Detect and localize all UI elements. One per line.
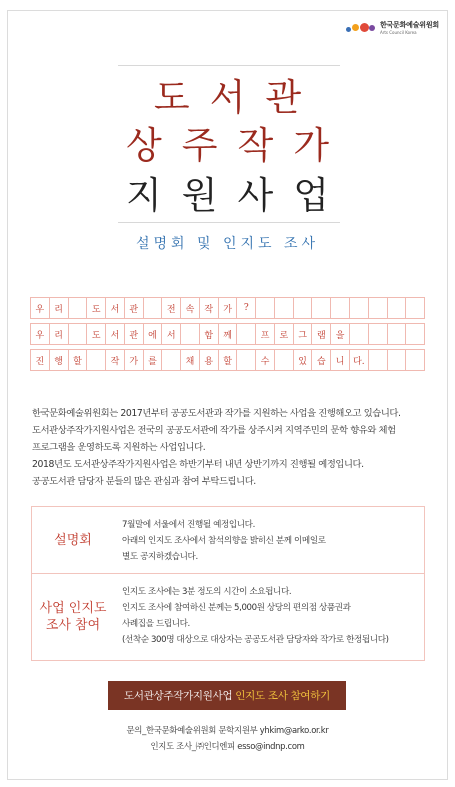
grid-cell: 램 bbox=[311, 324, 330, 344]
divider-top bbox=[118, 65, 340, 66]
grid-cell bbox=[274, 298, 293, 318]
grid-cell bbox=[293, 298, 312, 318]
grid-cell: 프 bbox=[255, 324, 274, 344]
grid-cell: 채 bbox=[180, 350, 199, 370]
grid-cell bbox=[236, 350, 255, 370]
intro-line: 공공도서관 담당자 분들의 많은 관심과 참여 부탁드립니다. bbox=[32, 476, 256, 487]
grid-cell: 를 bbox=[143, 350, 162, 370]
grid-cell bbox=[68, 324, 87, 344]
intro-line: 2018년도 도서관상주작가지원사업은 하반기부터 내년 상반기까지 진행될 예정입니다. bbox=[32, 459, 364, 470]
grid-cell: 우 bbox=[30, 298, 49, 318]
grid-cell bbox=[387, 298, 406, 318]
grid-cell: 도 bbox=[86, 298, 105, 318]
intro-text bbox=[32, 405, 427, 490]
grid-cell bbox=[405, 350, 425, 370]
logo-icon bbox=[346, 21, 376, 35]
grid-cell bbox=[86, 350, 105, 370]
grid-cell: 할 bbox=[68, 350, 87, 370]
grid-cell bbox=[236, 324, 255, 344]
grid-cell: 할 bbox=[218, 350, 237, 370]
grid-cell bbox=[274, 350, 293, 370]
grid-cell: 서 bbox=[105, 324, 124, 344]
grid-cell: 니 bbox=[330, 350, 349, 370]
survey-line: 사례집을 드립니다. bbox=[122, 619, 190, 629]
grid-cell: 습 bbox=[311, 350, 330, 370]
contact-line-1: 문의_한국문화예술위원회 문학지원부 yhkim@arko.or.kr bbox=[126, 725, 329, 735]
briefing-line: 아래의 인지도 조사에서 참석의향을 밝히신 분께 이메일로 bbox=[122, 536, 326, 546]
cta-main-text: 도서관상주작가지원사업 bbox=[124, 690, 233, 702]
briefing-line: 7월말에 서울에서 진행될 예정입니다. bbox=[122, 520, 255, 530]
grid-cell: 작 bbox=[199, 298, 218, 318]
grid-cell bbox=[68, 298, 87, 318]
grid-cell: 전 bbox=[161, 298, 180, 318]
grid-cell bbox=[311, 298, 330, 318]
cta-highlight-text: 인지도 조사 참여하기 bbox=[235, 690, 330, 702]
grid-cell: 리 bbox=[49, 324, 68, 344]
grid-cell: 서 bbox=[161, 324, 180, 344]
intro-line: 도서관상주작가지원사업은 전국의 공공도서관에 작가를 상주시켜 지역주민의 문학 향유와 체험 bbox=[32, 425, 396, 436]
grid-cell: 리 bbox=[49, 298, 68, 318]
grid-cell bbox=[368, 324, 387, 344]
logo bbox=[346, 21, 439, 35]
grid-cell: 가 bbox=[124, 350, 143, 370]
briefing-line: 별도 공지하겠습니다. bbox=[122, 552, 198, 562]
grid-cell: 수 bbox=[255, 350, 274, 370]
grid-cell bbox=[330, 298, 349, 318]
contact-line-2: 인지도 조사_㈜인디엔피 esso@indnp.com bbox=[150, 741, 305, 751]
grid-cell: ? bbox=[236, 298, 255, 318]
survey-body bbox=[122, 584, 418, 648]
grid-cell: 진 bbox=[30, 350, 49, 370]
grid-cell: 서 bbox=[105, 298, 124, 318]
grid-cell: 을 bbox=[330, 324, 349, 344]
survey-box bbox=[31, 573, 425, 661]
grid-cell bbox=[387, 350, 406, 370]
survey-line: (선착순 300명 대상으로 대상자는 공공도서관 담당자와 작가로 한정됩니다) bbox=[122, 635, 389, 645]
title-line-1: 도서관 bbox=[153, 76, 322, 119]
grid-cell: 가 bbox=[218, 298, 237, 318]
grid-cell: 그 bbox=[293, 324, 312, 344]
logo-name: 한국문화예술위원회 bbox=[379, 20, 439, 29]
grid-cell bbox=[143, 298, 162, 318]
grid-cell bbox=[255, 298, 274, 318]
briefing-body bbox=[122, 517, 418, 565]
intro-line: 프로그램을 운영하도록 지원하는 사업입니다. bbox=[32, 442, 206, 453]
survey-label-line-2: 조사 참여 bbox=[45, 618, 101, 633]
subtitle: 설명회 및 인지도 조사 bbox=[135, 236, 320, 252]
survey-label bbox=[32, 574, 114, 660]
manuscript-row-3 bbox=[30, 349, 425, 371]
grid-cell bbox=[368, 298, 387, 318]
grid-cell bbox=[161, 350, 180, 370]
grid-cell: 도 bbox=[86, 324, 105, 344]
title-line-2: 상주작가 bbox=[126, 124, 349, 167]
title-line-3: 지원사업 bbox=[126, 174, 349, 217]
grid-cell: 로 bbox=[274, 324, 293, 344]
grid-cell: 관 bbox=[124, 298, 143, 318]
divider-middle bbox=[118, 222, 340, 223]
grid-cell: 우 bbox=[30, 324, 49, 344]
grid-cell: 다. bbox=[349, 350, 368, 370]
survey-line: 인지도 조사에 참여하신 분께는 5,000원 상당의 편의점 상품권과 bbox=[122, 603, 351, 613]
grid-cell bbox=[180, 324, 199, 344]
grid-cell: 에 bbox=[143, 324, 162, 344]
grid-cell bbox=[349, 298, 368, 318]
grid-cell: 행 bbox=[49, 350, 68, 370]
grid-cell bbox=[387, 324, 406, 344]
grid-cell bbox=[349, 324, 368, 344]
briefing-box bbox=[31, 506, 425, 574]
grid-cell: 함 bbox=[199, 324, 218, 344]
survey-participate-button[interactable] bbox=[108, 681, 346, 710]
logo-subtitle: Arts Council Korea bbox=[379, 29, 417, 35]
grid-cell: 용 bbox=[199, 350, 218, 370]
grid-cell bbox=[405, 324, 425, 344]
manuscript-row-2 bbox=[30, 323, 425, 345]
grid-cell: 관 bbox=[124, 324, 143, 344]
grid-cell: 있 bbox=[293, 350, 312, 370]
grid-cell: 작 bbox=[105, 350, 124, 370]
grid-cell bbox=[405, 298, 425, 318]
grid-cell: 속 bbox=[180, 298, 199, 318]
briefing-label: 설명회 bbox=[54, 532, 92, 548]
grid-cell bbox=[368, 350, 387, 370]
survey-line: 인지도 조사에는 3분 정도의 시간이 소요됩니다. bbox=[122, 587, 292, 597]
manuscript-row-1 bbox=[30, 297, 425, 319]
survey-label-line-1: 사업 인지도 bbox=[39, 601, 107, 616]
grid-cell: 께 bbox=[218, 324, 237, 344]
intro-line: 한국문화예술위원회는 2017년부터 공공도서관과 작가를 지원하는 사업을 진행해오고 있습니다. bbox=[32, 408, 401, 419]
